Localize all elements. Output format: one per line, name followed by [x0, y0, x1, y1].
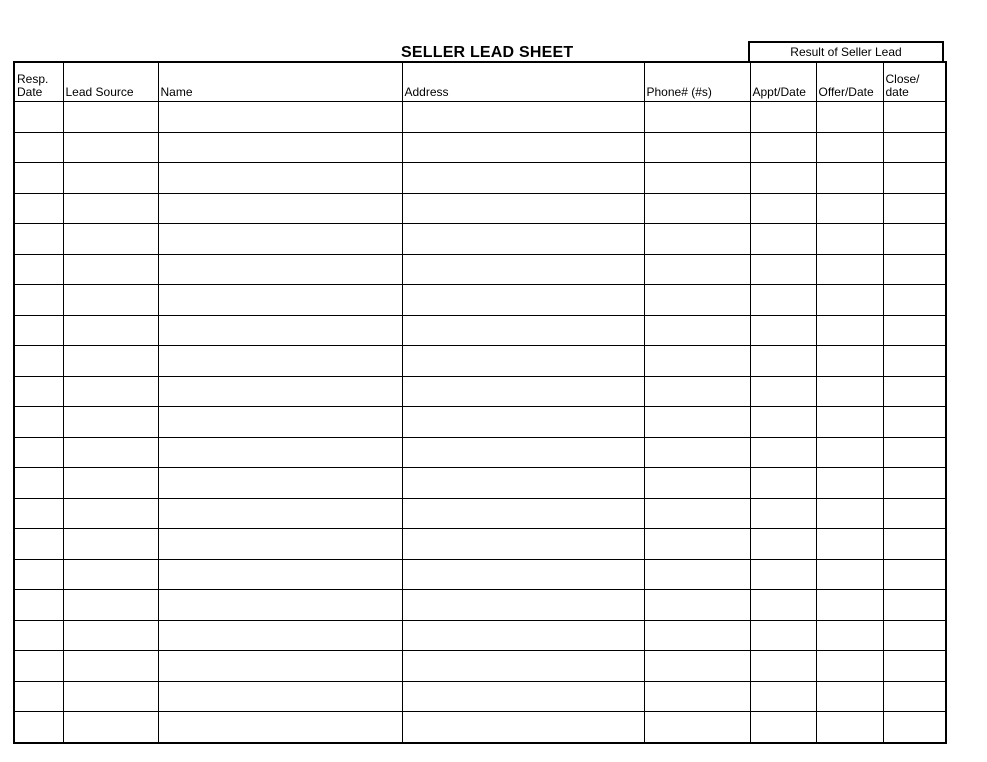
- cell-resp-date[interactable]: [14, 498, 63, 529]
- cell-close-date[interactable]: [883, 437, 946, 468]
- cell-appt-date[interactable]: [750, 285, 816, 316]
- cell-offer-date[interactable]: [816, 529, 883, 560]
- cell-name[interactable]: [158, 315, 402, 346]
- column-header-line1: Close/: [885, 72, 920, 86]
- cell-phone[interactable]: [644, 712, 750, 743]
- cell-close-date[interactable]: [883, 285, 946, 316]
- cell-phone[interactable]: [644, 315, 750, 346]
- cell-name[interactable]: [158, 224, 402, 255]
- column-header-line2: Lead Source: [65, 85, 134, 99]
- cell-name[interactable]: [158, 407, 402, 438]
- cell-offer-date[interactable]: [816, 376, 883, 407]
- cell-lead-source[interactable]: [63, 529, 158, 560]
- cell-offer-date[interactable]: [816, 102, 883, 133]
- cell-lead-source[interactable]: [63, 498, 158, 529]
- cell-resp-date[interactable]: [14, 620, 63, 651]
- cell-name[interactable]: [158, 285, 402, 316]
- cell-close-date[interactable]: [883, 498, 946, 529]
- table-row: [14, 285, 946, 316]
- table-row: [14, 132, 946, 163]
- cell-address[interactable]: [402, 224, 644, 255]
- cell-name[interactable]: [158, 529, 402, 560]
- cell-resp-date[interactable]: [14, 102, 63, 133]
- cell-close-date[interactable]: [883, 163, 946, 194]
- cell-phone[interactable]: [644, 651, 750, 682]
- cell-phone[interactable]: [644, 681, 750, 712]
- seller-lead-table: [13, 61, 947, 744]
- cell-lead-source[interactable]: [63, 102, 158, 133]
- cell-name[interactable]: [158, 163, 402, 194]
- column-header-line1: Resp.: [17, 72, 49, 86]
- cell-offer-date[interactable]: [816, 437, 883, 468]
- cell-resp-date[interactable]: [14, 681, 63, 712]
- table-row: [14, 254, 946, 285]
- cell-offer-date[interactable]: [816, 559, 883, 590]
- cell-address[interactable]: [402, 254, 644, 285]
- cell-offer-date[interactable]: [816, 224, 883, 255]
- cell-address[interactable]: [402, 712, 644, 743]
- cell-resp-date[interactable]: [14, 407, 63, 438]
- cell-resp-date[interactable]: [14, 437, 63, 468]
- cell-offer-date[interactable]: [816, 163, 883, 194]
- cell-resp-date[interactable]: [14, 346, 63, 377]
- column-header-lead-source: [63, 62, 158, 102]
- table-row: [14, 681, 946, 712]
- table-row: [14, 437, 946, 468]
- cell-lead-source[interactable]: [63, 407, 158, 438]
- cell-appt-date[interactable]: [750, 346, 816, 377]
- cell-offer-date[interactable]: [816, 346, 883, 377]
- result-group-header: Result of Seller Lead: [748, 41, 944, 61]
- cell-close-date[interactable]: [883, 132, 946, 163]
- cell-phone[interactable]: [644, 132, 750, 163]
- column-header-line2: Name: [160, 85, 193, 99]
- cell-name[interactable]: [158, 712, 402, 743]
- cell-resp-date[interactable]: [14, 315, 63, 346]
- cell-appt-date[interactable]: [750, 102, 816, 133]
- cell-close-date[interactable]: [883, 712, 946, 743]
- cell-offer-date[interactable]: [816, 132, 883, 163]
- cell-lead-source[interactable]: [63, 681, 158, 712]
- cell-lead-source[interactable]: [63, 163, 158, 194]
- cell-resp-date[interactable]: [14, 712, 63, 743]
- cell-resp-date[interactable]: [14, 193, 63, 224]
- column-header-phone: [644, 62, 750, 102]
- cell-lead-source[interactable]: [63, 285, 158, 316]
- cell-lead-source[interactable]: [63, 468, 158, 499]
- column-header-line2: Address: [404, 85, 449, 99]
- table-row: [14, 224, 946, 255]
- cell-name[interactable]: [158, 681, 402, 712]
- cell-resp-date[interactable]: [14, 132, 63, 163]
- cell-close-date[interactable]: [883, 315, 946, 346]
- cell-address[interactable]: [402, 437, 644, 468]
- cell-close-date[interactable]: [883, 224, 946, 255]
- column-header-resp-date: [14, 62, 63, 102]
- cell-address[interactable]: [402, 102, 644, 133]
- cell-resp-date[interactable]: [14, 559, 63, 590]
- cell-lead-source[interactable]: [63, 346, 158, 377]
- cell-resp-date[interactable]: [14, 651, 63, 682]
- cell-phone[interactable]: [644, 407, 750, 438]
- sheet-title: SELLER LEAD SHEET: [401, 44, 574, 61]
- cell-appt-date[interactable]: [750, 315, 816, 346]
- cell-offer-date[interactable]: [816, 651, 883, 682]
- cell-lead-source[interactable]: [63, 254, 158, 285]
- cell-appt-date[interactable]: [750, 163, 816, 194]
- cell-name[interactable]: [158, 559, 402, 590]
- cell-name[interactable]: [158, 620, 402, 651]
- cell-close-date[interactable]: [883, 376, 946, 407]
- table-row: [14, 620, 946, 651]
- column-header-name: [158, 62, 402, 102]
- cell-phone[interactable]: [644, 193, 750, 224]
- cell-lead-source[interactable]: [63, 559, 158, 590]
- cell-name[interactable]: [158, 346, 402, 377]
- cell-close-date[interactable]: [883, 346, 946, 377]
- cell-address[interactable]: [402, 163, 644, 194]
- cell-appt-date[interactable]: [750, 468, 816, 499]
- table-row: [14, 407, 946, 438]
- cell-name[interactable]: [158, 437, 402, 468]
- cell-close-date[interactable]: [883, 102, 946, 133]
- cell-phone[interactable]: [644, 163, 750, 194]
- cell-appt-date[interactable]: [750, 193, 816, 224]
- cell-phone[interactable]: [644, 498, 750, 529]
- table-row: [14, 193, 946, 224]
- cell-lead-source[interactable]: [63, 712, 158, 743]
- cell-address[interactable]: [402, 529, 644, 560]
- header-row: [14, 62, 946, 102]
- cell-offer-date[interactable]: [816, 468, 883, 499]
- cell-appt-date[interactable]: [750, 559, 816, 590]
- cell-lead-source[interactable]: [63, 437, 158, 468]
- cell-name[interactable]: [158, 102, 402, 133]
- cell-phone[interactable]: [644, 376, 750, 407]
- cell-address[interactable]: [402, 468, 644, 499]
- cell-address[interactable]: [402, 132, 644, 163]
- cell-address[interactable]: [402, 681, 644, 712]
- cell-address[interactable]: [402, 376, 644, 407]
- cell-address[interactable]: [402, 193, 644, 224]
- column-header-close-date: [883, 62, 946, 102]
- column-header-offer-date: [816, 62, 883, 102]
- column-header-line2: Appt/Date: [752, 85, 806, 99]
- cell-phone[interactable]: [644, 346, 750, 377]
- cell-phone[interactable]: [644, 559, 750, 590]
- cell-resp-date[interactable]: [14, 224, 63, 255]
- cell-appt-date[interactable]: [750, 529, 816, 560]
- cell-address[interactable]: [402, 590, 644, 621]
- cell-offer-date[interactable]: [816, 407, 883, 438]
- cell-resp-date[interactable]: [14, 376, 63, 407]
- column-header-line2: Date: [17, 85, 43, 99]
- cell-phone[interactable]: [644, 102, 750, 133]
- cell-phone[interactable]: [644, 437, 750, 468]
- cell-offer-date[interactable]: [816, 254, 883, 285]
- table-row: [14, 498, 946, 529]
- table-row: [14, 712, 946, 743]
- table-row: [14, 315, 946, 346]
- cell-close-date[interactable]: [883, 620, 946, 651]
- cell-offer-date[interactable]: [816, 315, 883, 346]
- column-header-line2: Phone# (#s): [646, 85, 712, 99]
- cell-appt-date[interactable]: [750, 224, 816, 255]
- table-row: [14, 468, 946, 499]
- cell-lead-source[interactable]: [63, 651, 158, 682]
- cell-appt-date[interactable]: [750, 651, 816, 682]
- column-header-line2: Offer/Date: [818, 85, 874, 99]
- cell-address[interactable]: [402, 559, 644, 590]
- cell-lead-source[interactable]: [63, 376, 158, 407]
- cell-name[interactable]: [158, 376, 402, 407]
- cell-close-date[interactable]: [883, 254, 946, 285]
- cell-offer-date[interactable]: [816, 285, 883, 316]
- table-row: [14, 590, 946, 621]
- cell-close-date[interactable]: [883, 529, 946, 560]
- cell-phone[interactable]: [644, 590, 750, 621]
- table-row: [14, 102, 946, 133]
- cell-close-date[interactable]: [883, 681, 946, 712]
- cell-phone[interactable]: [644, 529, 750, 560]
- cell-close-date[interactable]: [883, 468, 946, 499]
- cell-phone[interactable]: [644, 620, 750, 651]
- cell-address[interactable]: [402, 651, 644, 682]
- table-row: [14, 376, 946, 407]
- cell-name[interactable]: [158, 651, 402, 682]
- cell-resp-date[interactable]: [14, 590, 63, 621]
- table-row: [14, 559, 946, 590]
- cell-appt-date[interactable]: [750, 254, 816, 285]
- cell-name[interactable]: [158, 193, 402, 224]
- table-row: [14, 163, 946, 194]
- cell-phone[interactable]: [644, 285, 750, 316]
- cell-close-date[interactable]: [883, 559, 946, 590]
- lead-rows: [14, 102, 946, 743]
- cell-name[interactable]: [158, 590, 402, 621]
- cell-offer-date[interactable]: [816, 712, 883, 743]
- column-header-appt-date: [750, 62, 816, 102]
- cell-lead-source[interactable]: [63, 193, 158, 224]
- cell-appt-date[interactable]: [750, 407, 816, 438]
- cell-resp-date[interactable]: [14, 285, 63, 316]
- cell-address[interactable]: [402, 620, 644, 651]
- cell-address[interactable]: [402, 315, 644, 346]
- cell-name[interactable]: [158, 498, 402, 529]
- cell-name[interactable]: [158, 468, 402, 499]
- cell-offer-date[interactable]: [816, 193, 883, 224]
- cell-appt-date[interactable]: [750, 712, 816, 743]
- cell-resp-date[interactable]: [14, 529, 63, 560]
- cell-appt-date[interactable]: [750, 498, 816, 529]
- cell-close-date[interactable]: [883, 193, 946, 224]
- cell-close-date[interactable]: [883, 651, 946, 682]
- table-row: [14, 346, 946, 377]
- column-header-address: [402, 62, 644, 102]
- cell-address[interactable]: [402, 498, 644, 529]
- cell-offer-date[interactable]: [816, 498, 883, 529]
- column-header-line2: date: [885, 85, 909, 99]
- table-row: [14, 651, 946, 682]
- cell-appt-date[interactable]: [750, 590, 816, 621]
- cell-lead-source[interactable]: [63, 132, 158, 163]
- cell-resp-date[interactable]: [14, 163, 63, 194]
- cell-name[interactable]: [158, 132, 402, 163]
- cell-appt-date[interactable]: [750, 437, 816, 468]
- cell-lead-source[interactable]: [63, 315, 158, 346]
- cell-phone[interactable]: [644, 254, 750, 285]
- cell-offer-date[interactable]: [816, 590, 883, 621]
- table-row: [14, 529, 946, 560]
- cell-phone[interactable]: [644, 224, 750, 255]
- cell-close-date[interactable]: [883, 590, 946, 621]
- cell-appt-date[interactable]: [750, 132, 816, 163]
- cell-close-date[interactable]: [883, 407, 946, 438]
- cell-offer-date[interactable]: [816, 620, 883, 651]
- cell-name[interactable]: [158, 254, 402, 285]
- cell-address[interactable]: [402, 407, 644, 438]
- cell-appt-date[interactable]: [750, 376, 816, 407]
- cell-resp-date[interactable]: [14, 254, 63, 285]
- cell-resp-date[interactable]: [14, 468, 63, 499]
- cell-appt-date[interactable]: [750, 620, 816, 651]
- cell-lead-source[interactable]: [63, 590, 158, 621]
- cell-offer-date[interactable]: [816, 681, 883, 712]
- cell-address[interactable]: [402, 285, 644, 316]
- cell-lead-source[interactable]: [63, 224, 158, 255]
- cell-lead-source[interactable]: [63, 620, 158, 651]
- cell-address[interactable]: [402, 346, 644, 377]
- cell-appt-date[interactable]: [750, 681, 816, 712]
- cell-phone[interactable]: [644, 468, 750, 499]
